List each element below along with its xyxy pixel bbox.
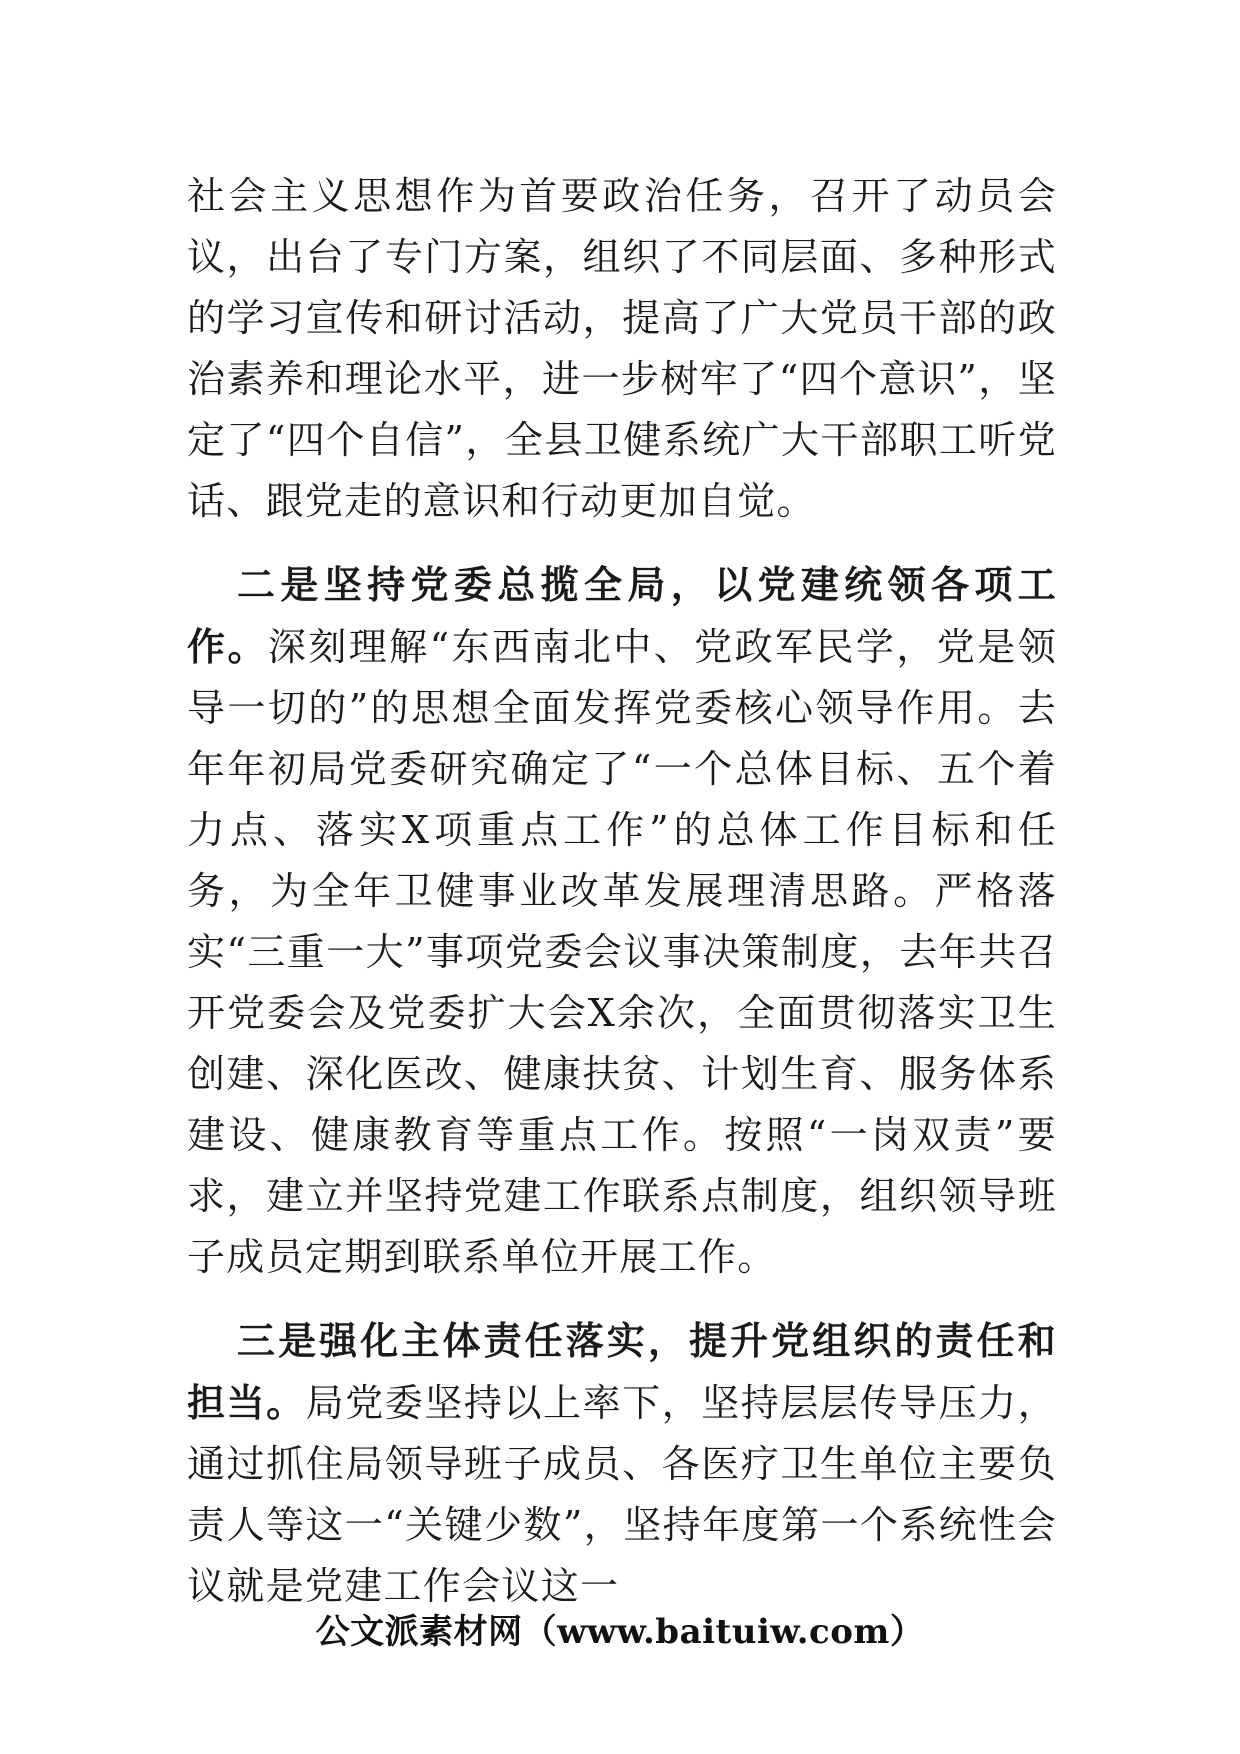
paragraph-body: 社会主义思想作为首要政治任务，召开了动员会议，出台了专门方案，组织了不同层面、多种形式的学习宣传和研讨活动，提高了广大党员干部的政治素养和理论水平，进一步树牢了“四个意识”，坚定了“四个自信”，全县卫健系统广大干部职工听党话、跟党走的意识和行动更加自觉。 (187, 174, 1057, 523)
paragraph-body: 深刻理解“东西南北中、党政军民学，党是领导一切的”的思想全面发挥党委核心领导作用。去年年初局党委研究确定了“一个总体目标、五个着力点、落实X项重点工作”的总体工作目标和任务，为全年卫健事业改革发展理清思路。严格落实“三重一大”事项党委会议事决策制度，去年共召开党委会及党委扩大会X余次，全面贯彻落实卫生创建、深化医改、健康扶贫、计划生育、服务体系建设、健康教育等重点工作。按照“一岗双责”要求，建立并坚持党建工作联系点制度，组织领导班子成员定期到联系单位开展工作。 (187, 625, 1057, 1279)
document-body (187, 166, 1057, 1617)
paragraph-continuation (187, 166, 1057, 532)
paragraph-body: 局党委坚持以上率下，坚持层层传导压力，通过抓住局领导班子成员、各医疗卫生单位主要负责人等这一“关键少数”，坚持年度第一个系统性会议就是党建工作会议这一 (187, 1381, 1057, 1608)
paragraph-lead: 二是坚持党委总揽全局，以党建统领各项工作。 (187, 562, 1057, 669)
paragraph-point-three (187, 1310, 1057, 1617)
footer-watermark: 公文派素材网（www.baituiw.com） (315, 1612, 925, 1652)
paragraph-lead: 三是强化主体责任落实，提升党组织的责任和担当。 (187, 1318, 1057, 1425)
paragraph-point-two (187, 554, 1057, 1288)
